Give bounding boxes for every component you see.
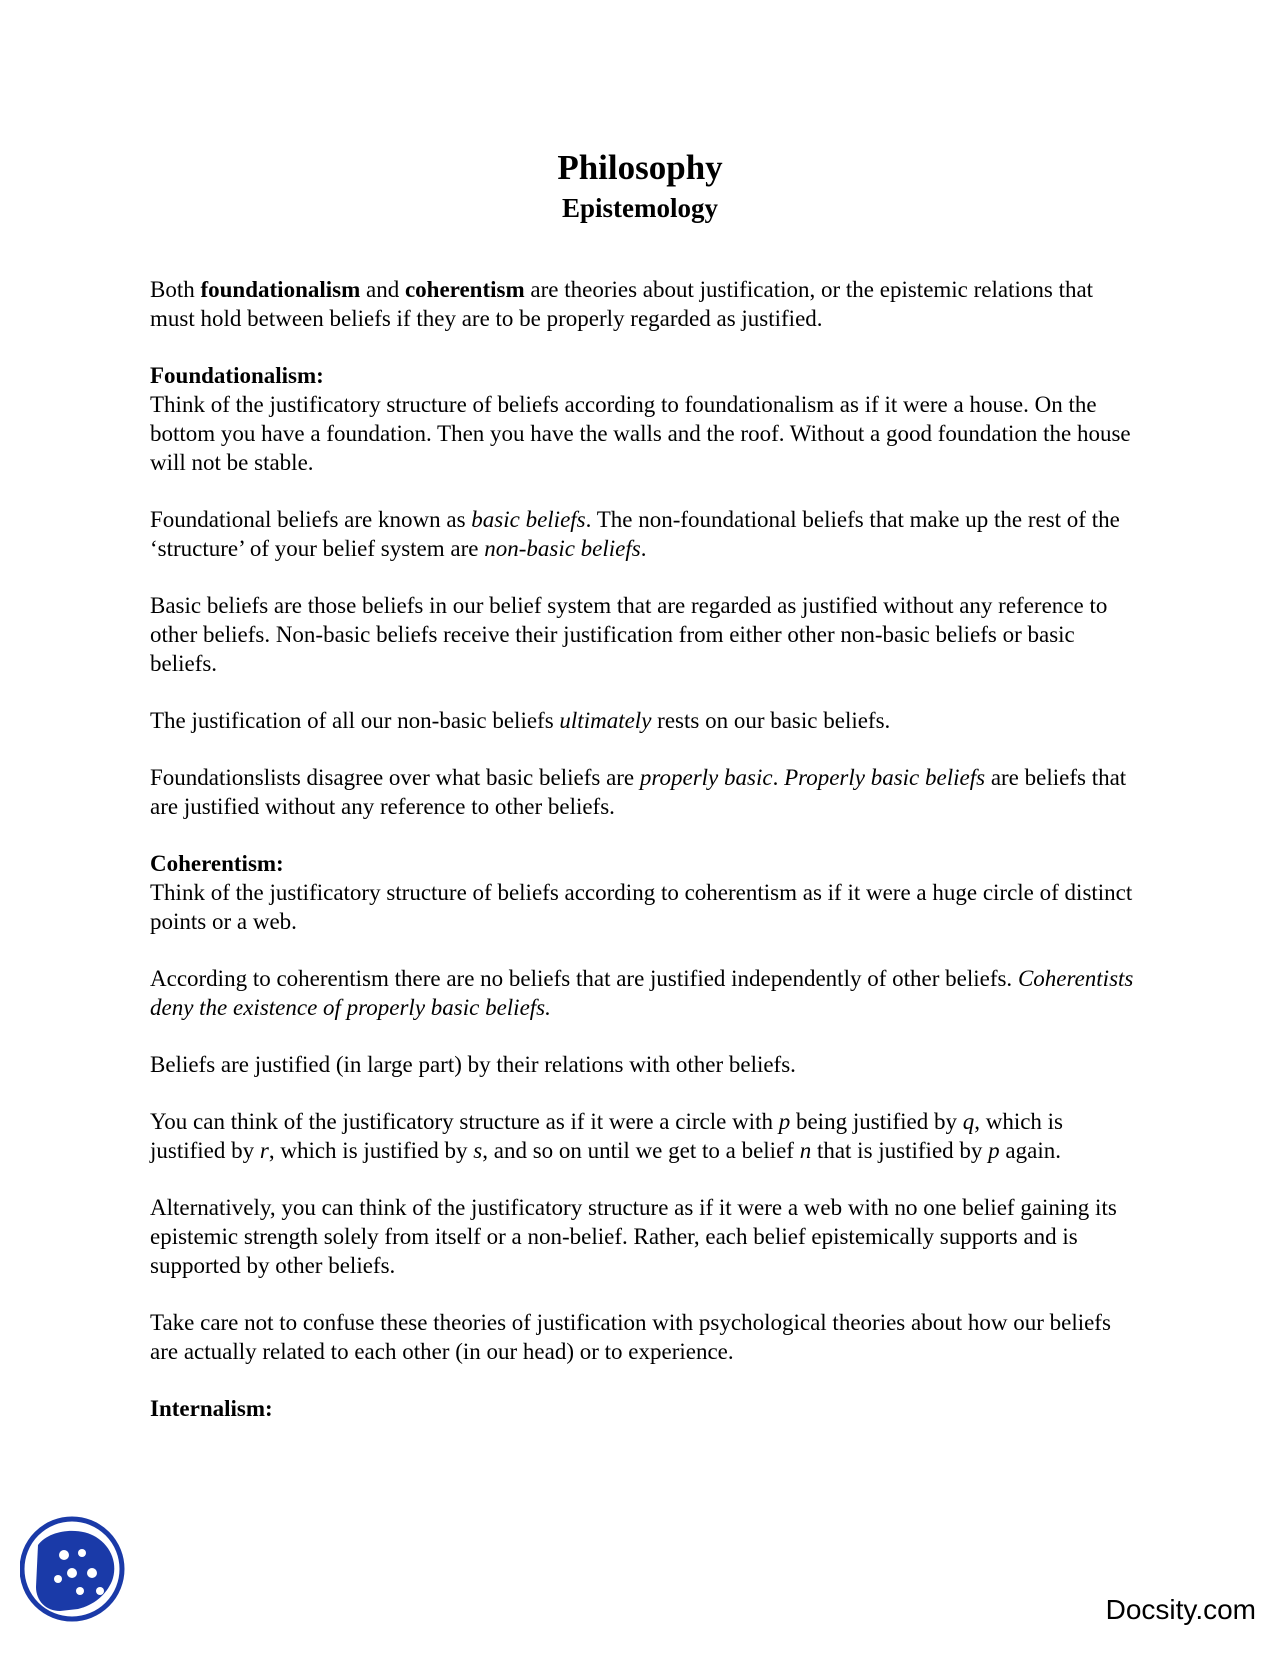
foundationalism-paragraph-4 (150, 706, 1140, 735)
foundationalism-paragraph-2 (150, 505, 1140, 563)
text-span: . (640, 536, 647, 561)
term-coherentism: coherentism (404, 277, 525, 302)
term-properly-basic: properly basic (639, 765, 773, 790)
page-subtitle: Epistemology (561, 193, 718, 223)
coherentism-paragraph-2 (150, 964, 1140, 1022)
term-basic-beliefs: basic beliefs (471, 507, 586, 532)
text-span: , and so on until we get to a belief (482, 1138, 800, 1163)
text-span: being justified by (790, 1109, 963, 1134)
variable-p: p (988, 1138, 1000, 1163)
heading-foundationalism: Foundationalism: (150, 363, 324, 388)
coherentists-deny-statement: Coherentists deny the existence of properly basic beliefs. (150, 966, 1134, 1020)
text-span: The justification of all our non-basic beliefs (150, 708, 560, 733)
text-span: , which is justified by (150, 1109, 1064, 1163)
coherentism-paragraph-5: Alternatively, you can think of the justificatory structure as if it were a web with no one belief gaining its epistemic strength solely from itself or a non-belief. Rather, each belief epistemically supports and is supported by other beliefs. (150, 1195, 1117, 1278)
foundationalism-paragraph-1: Think of the justificatory structure of beliefs according to foundationalism as if it were a house. On the bottom you have a foundation. Then you have the walls and the roof. Without a good foundation the house will not be stable. (150, 392, 1131, 475)
term-ultimately: ultimately (559, 708, 652, 733)
document-body (150, 275, 1140, 1423)
text-span: . (772, 765, 785, 790)
variable-q: q (962, 1109, 975, 1134)
text-span: , which is justified by (268, 1138, 474, 1163)
heading-coherentism: Coherentism: (150, 851, 284, 876)
docsity-logo-icon (20, 1515, 130, 1625)
text-span: rests on our basic beliefs. (651, 708, 891, 733)
text-span: Foundationslists disagree over what basic beliefs are (150, 765, 640, 790)
text-span: You can think of the justificatory structure as if it were a circle with (150, 1109, 779, 1134)
coherentism-paragraph-1: Think of the justificatory structure of beliefs according to coherentism as if it were a huge circle of distinct points or a web. (150, 880, 1133, 934)
text-span: According to coherentism there are no beliefs that are justified independently of other beliefs. (150, 966, 1018, 991)
page-title: Philosophy (557, 148, 723, 187)
coherentism-paragraph-3: Beliefs are justified (in large part) by their relations with other beliefs. (150, 1052, 796, 1077)
variable-r: r (259, 1138, 269, 1163)
text-span: are beliefs that are justified without any reference to other beliefs. (150, 765, 1127, 819)
foundationalism-paragraph-5 (150, 763, 1140, 821)
text-span: . The non-foundational beliefs that make up the rest of the ‘structure’ of your belief system are (150, 507, 1120, 561)
text-span: Foundational beliefs are known as (150, 507, 472, 532)
text-span: again. (999, 1138, 1061, 1163)
term-foundationalism: foundationalism (200, 277, 361, 302)
docsity-brand-text: Docsity.com (1105, 1594, 1256, 1625)
intro-text-1: Both (150, 277, 201, 302)
variable-n: n (799, 1138, 812, 1163)
term-properly-basic-beliefs: Properly basic beliefs (784, 765, 986, 790)
intro-text-2: and (360, 277, 405, 302)
variable-p: p (778, 1109, 791, 1134)
text-span: that is justified by (811, 1138, 989, 1163)
variable-s: s (473, 1138, 483, 1163)
intro-paragraph (150, 275, 1140, 333)
heading-internalism: Internalism: (150, 1396, 273, 1421)
foundationalism-paragraph-3: Basic beliefs are those beliefs in our belief system that are regarded as justified without any reference to other beliefs. Non-basic beliefs receive their justification from either other non-basic beliefs or basic beliefs. (150, 593, 1108, 676)
intro-text-3: are theories about justification, or the epistemic relations that must hold between beliefs if they are to be properly regarded as justified. (150, 277, 1094, 331)
coherentism-paragraph-6: Take care not to confuse these theories of justification with psychological theories about how our beliefs are actually related to each other (in our head) or to experience. (150, 1310, 1111, 1364)
term-non-basic-beliefs: non-basic beliefs (484, 536, 641, 561)
coherentism-paragraph-4 (150, 1107, 1140, 1165)
